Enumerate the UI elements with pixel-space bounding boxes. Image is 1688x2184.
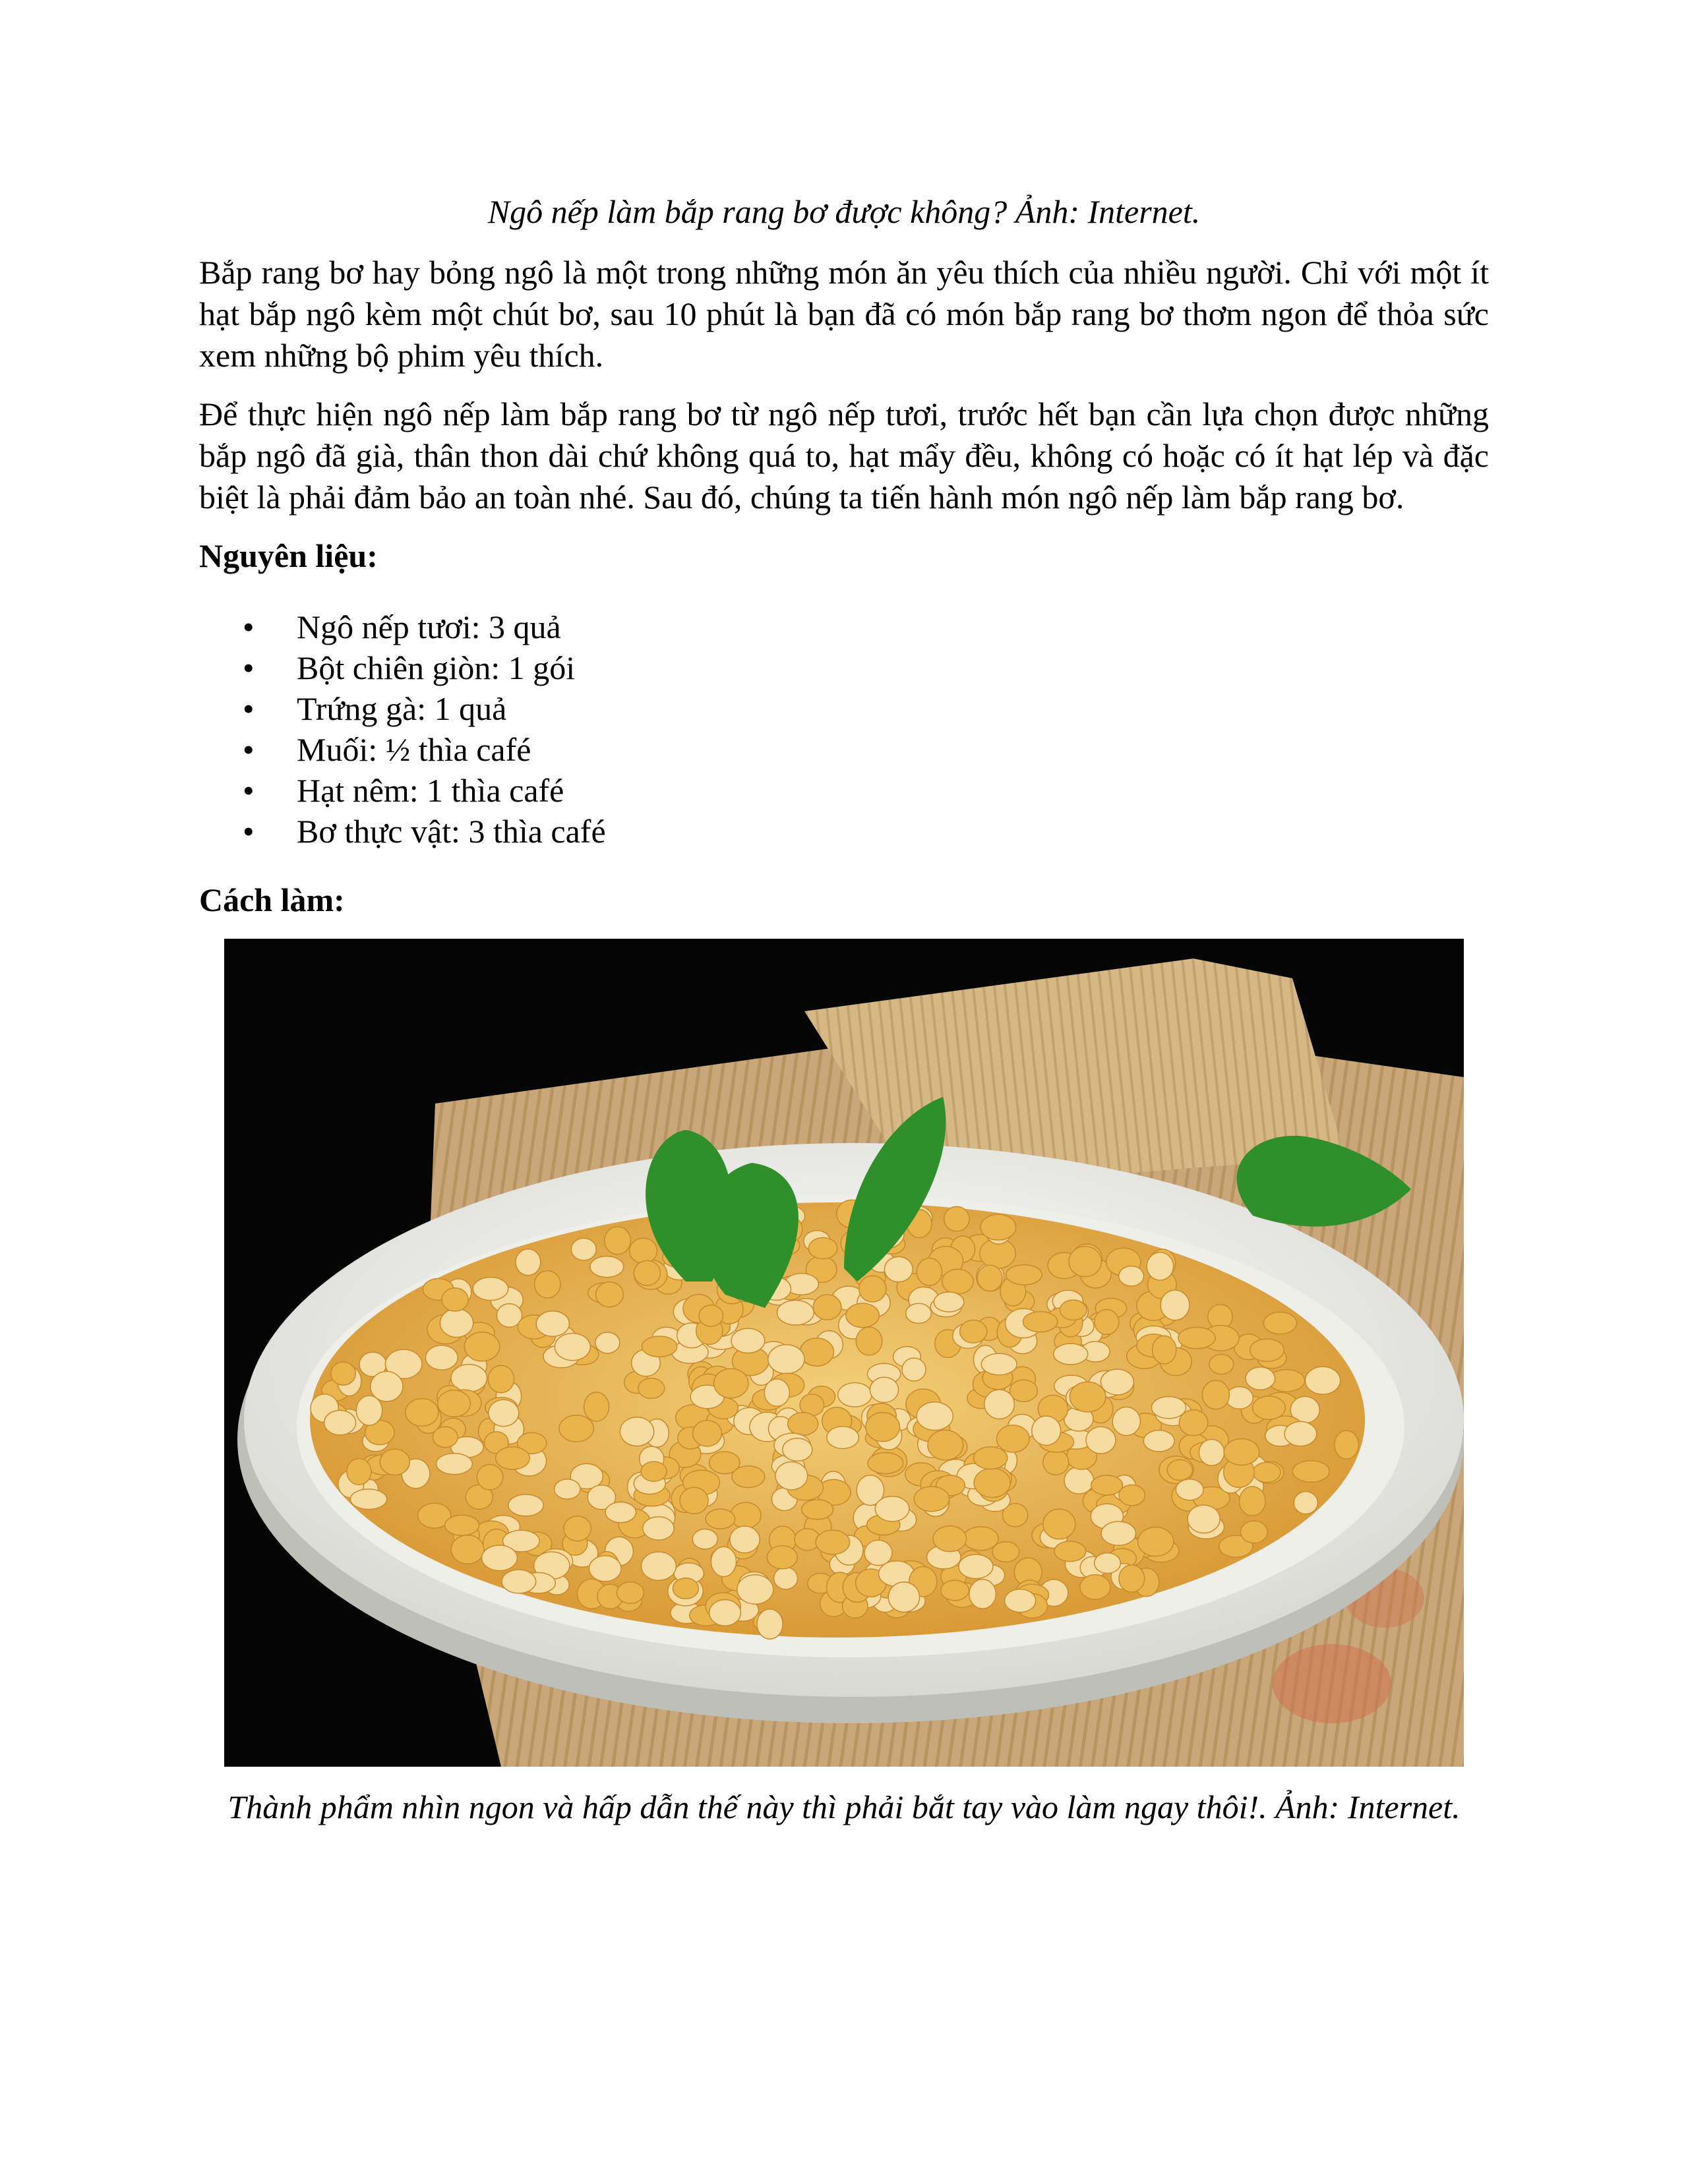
corn-kernel [502, 1570, 536, 1593]
corn-kernel [1112, 1407, 1140, 1435]
corn-kernel [1263, 1312, 1296, 1334]
corn-kernel [764, 1379, 789, 1406]
corn-kernel [1006, 1265, 1042, 1285]
corn-kernel [356, 1396, 382, 1425]
corn-kernel [508, 1494, 543, 1516]
corn-kernel [1005, 1589, 1036, 1612]
bullet-icon: • [243, 608, 255, 645]
corn-kernel [884, 1256, 913, 1282]
corn-kernel [350, 1489, 386, 1510]
corn-kernel [1101, 1521, 1135, 1545]
corn-kernel [1095, 1553, 1121, 1574]
corn-kernel [1335, 1431, 1359, 1459]
corn-kernel [347, 1458, 371, 1485]
corn-kernel [777, 1300, 814, 1325]
bottom-image-caption: Thành phẩm nhìn ngon và hấp dẫn thế này thì phải bắt tay vào làm ngay thôi!. Ảnh: Internet. [227, 1788, 1461, 1825]
list-item [199, 606, 1489, 647]
corn-kernel [974, 1447, 1008, 1469]
corn-kernel [634, 1260, 660, 1285]
corn-kernel [1306, 1367, 1341, 1394]
corn-kernel [482, 1545, 518, 1571]
corn-kernel [731, 1328, 765, 1353]
corn-kernel [906, 1303, 932, 1323]
corn-kernel [1010, 1380, 1037, 1402]
corn-kernel [1253, 1396, 1286, 1420]
ingredient-text: Hạt nêm: 1 thìa café [297, 772, 564, 809]
corn-kernel [692, 1529, 717, 1549]
corn-kernel [960, 1320, 987, 1343]
corn-kernel [425, 1345, 458, 1370]
corn-kernel [699, 1305, 723, 1326]
corn-kernel [1224, 1439, 1259, 1465]
ingredient-text: Trứng gà: 1 quả [297, 690, 507, 727]
corn-kernel [536, 1311, 569, 1337]
corn-kernel [875, 1496, 909, 1521]
corn-kernel [1202, 1380, 1229, 1409]
corn-kernel [959, 1554, 993, 1579]
corn-kernel [473, 1278, 508, 1301]
corn-kernel [643, 1517, 674, 1540]
corn-kernel [944, 1206, 969, 1231]
bullet-icon: • [243, 813, 255, 850]
corn-kernel [673, 1578, 698, 1599]
corn-kernel [324, 1410, 356, 1434]
corn-kernel [1043, 1450, 1069, 1475]
bullet-icon: • [243, 690, 255, 727]
corn-kernel [1119, 1485, 1145, 1506]
corn-kernel [808, 1237, 837, 1258]
corn-kernel [1119, 1266, 1144, 1286]
selection-paragraph: Để thực hiện ngô nếp làm bắp rang bơ từ ngô nếp tươi, trước hết bạn cần lựa chọn được những bắp ngô đã già, thân thon dài chứ không quá to, hạt mẩy đều, không có hoặc có ít hạt lép và đặc biệt là phải đảm bảo an toàn nhé. Sau đó, chúng ta tiến hành món ngô nếp làm bắp rang bơ. [199, 396, 1489, 516]
corn-kernel [1153, 1336, 1176, 1364]
corn-kernel [516, 1249, 541, 1276]
list-item [199, 729, 1489, 770]
ingredients-list [199, 606, 1489, 852]
corn-kernel [1064, 1467, 1094, 1494]
corn-kernel [437, 1454, 473, 1475]
intro-paragraph: Bắp rang bơ hay bỏng ngô là một trong những món ăn yêu thích của nhiều người. Chỉ với một ít hạt bắp ngô kèm một chút bơ, sau 10 phút là bạn đã có món bắp rang bơ thơm ngon để thỏa sức xem những bộ phim yêu thích. [199, 254, 1489, 374]
corn-kernel [1119, 1565, 1145, 1592]
list-item [199, 688, 1489, 729]
corn-kernel [638, 1378, 665, 1399]
corn-kernel [564, 1516, 591, 1541]
corn-kernel [731, 1502, 761, 1528]
corn-kernel [605, 1227, 631, 1254]
corn-kernel [1091, 1475, 1123, 1495]
corn-kernel [711, 1547, 736, 1576]
corn-kernel [868, 1453, 903, 1474]
bullet-icon: • [243, 731, 255, 768]
corn-kernel [1178, 1327, 1215, 1348]
fried-corn-photo [224, 939, 1464, 1767]
corn-kernel [555, 1334, 590, 1361]
corn-kernel [870, 1377, 898, 1402]
corn-kernel [934, 1292, 964, 1312]
corn-kernel [571, 1238, 596, 1260]
corn-kernel [489, 1400, 519, 1426]
corn-kernel [981, 1353, 1017, 1375]
list-item [199, 770, 1489, 811]
corn-kernel [846, 1303, 879, 1328]
corn-kernel [1292, 1461, 1329, 1483]
corn-kernel [371, 1371, 403, 1401]
corn-kernel [1199, 1439, 1224, 1465]
corn-kernel [1147, 1253, 1173, 1280]
corn-kernel [1086, 1427, 1116, 1454]
bullet-icon: • [243, 649, 255, 686]
corn-kernel [768, 1345, 804, 1374]
corn-kernel [1160, 1290, 1190, 1320]
corn-kernel [1188, 1505, 1220, 1533]
corn-kernel [984, 1390, 1015, 1419]
list-item [199, 647, 1489, 688]
corn-kernel [445, 1515, 479, 1535]
corn-kernel [433, 1427, 458, 1447]
list-item [199, 811, 1489, 852]
corn-kernel [816, 1530, 849, 1554]
corn-kernel [838, 1383, 872, 1407]
corn-kernel [1176, 1479, 1203, 1500]
top-image-caption: Ngô nếp làm bắp rang bơ được không? Ảnh: Internet. [487, 193, 1201, 230]
corn-kernel [630, 1238, 657, 1263]
corn-kernel [595, 1332, 620, 1353]
corn-kernel [774, 1567, 798, 1589]
corn-kernel [1246, 1367, 1275, 1390]
corn-kernel [963, 1527, 998, 1550]
corn-kernel [1069, 1247, 1101, 1277]
corn-kernel [1070, 1382, 1106, 1412]
corn-kernel [496, 1447, 530, 1469]
corn-kernel [438, 1390, 471, 1417]
corn-kernel [969, 1579, 996, 1608]
corn-kernel [732, 1466, 765, 1488]
corn-kernel [802, 1500, 833, 1520]
corn-kernel [933, 1526, 967, 1552]
corn-kernel [1226, 1387, 1253, 1409]
corn-kernel [917, 1258, 942, 1286]
corn-kernel [928, 1430, 963, 1460]
corn-kernel [714, 1369, 748, 1398]
corn-kernel [680, 1487, 708, 1514]
corn-kernel [864, 1540, 892, 1565]
corn-kernel [914, 1487, 949, 1512]
corn-kernel [888, 1582, 919, 1612]
corn-kernel [464, 1332, 499, 1361]
corn-kernel [555, 1479, 580, 1499]
corn-kernel [1167, 1460, 1192, 1480]
corn-kernel [1080, 1575, 1110, 1599]
mat-flower-pattern [1273, 1644, 1391, 1723]
corn-kernel [488, 1365, 514, 1392]
corn-kernel [917, 1402, 953, 1431]
corn-kernel [775, 1462, 808, 1490]
corn-kernel [783, 1438, 812, 1461]
corn-kernel [1032, 1416, 1061, 1445]
corn-kernel [584, 1392, 609, 1421]
corn-kernel [1240, 1487, 1266, 1516]
corn-kernel [757, 1609, 783, 1639]
corn-kernel [859, 1276, 886, 1302]
corn-kernel [800, 1338, 833, 1366]
corn-kernel [596, 1282, 624, 1307]
corn-kernel [1250, 1339, 1284, 1361]
corn-kernel [827, 1427, 859, 1449]
document-page [199, 191, 1489, 1827]
corn-kernel [440, 1309, 473, 1337]
corn-kernel [709, 1600, 741, 1626]
corn-kernel [737, 1575, 773, 1604]
corn-kernel [788, 1413, 818, 1436]
corn-kernel [1151, 1397, 1186, 1419]
corn-kernel [1023, 1312, 1058, 1332]
corn-kernel [866, 1413, 900, 1442]
ingredient-text: Ngô nếp tươi: 3 quả [297, 608, 561, 645]
corn-kernel [941, 1580, 969, 1601]
corn-kernel [642, 1552, 677, 1580]
corn-kernel [331, 1362, 355, 1385]
corn-kernel [642, 1336, 677, 1357]
corn-kernel [380, 1449, 409, 1475]
ingredient-text: Bơ thực vật: 3 thìa café [297, 813, 606, 850]
corn-kernel [706, 1509, 735, 1529]
corn-kernel [997, 1425, 1030, 1452]
corn-kernel [730, 1526, 760, 1553]
corn-kernel [589, 1556, 622, 1581]
corn-kernel [1054, 1541, 1086, 1562]
corn-kernel [641, 1461, 667, 1481]
corn-kernel [767, 1546, 797, 1569]
corn-kernel [559, 1415, 593, 1442]
corn-kernel [992, 1542, 1019, 1562]
corn-kernel [451, 1535, 484, 1564]
ingredients-heading: Nguyên liệu: [199, 537, 378, 574]
corn-kernel [856, 1327, 882, 1355]
corn-kernel [1060, 1300, 1087, 1320]
corn-kernel [1294, 1492, 1317, 1514]
corn-kernel [974, 1468, 1010, 1497]
corn-kernel [1100, 1369, 1133, 1395]
corn-kernel [442, 1288, 468, 1311]
ingredient-text: Bột chiên giòn: 1 gói [297, 649, 576, 686]
corn-kernel [693, 1421, 722, 1446]
bullet-icon: • [243, 772, 255, 809]
corn-kernel [1138, 1527, 1174, 1556]
corn-kernel [590, 1256, 624, 1278]
method-heading: Cách làm: [199, 881, 345, 918]
corn-kernel [1095, 1309, 1119, 1334]
corn-kernel [813, 1295, 841, 1320]
corn-kernel [902, 1358, 926, 1381]
corn-kernel [1043, 1509, 1075, 1539]
corn-kernel [617, 1582, 644, 1604]
corn-kernel [406, 1399, 438, 1427]
corn-kernel [942, 1269, 973, 1294]
corn-kernel [1253, 1462, 1281, 1482]
ingredient-text: Muối: ½ thìa café [297, 731, 531, 768]
corn-kernel [980, 1214, 1015, 1240]
corn-kernel [1241, 1521, 1268, 1543]
corn-kernel [535, 1271, 560, 1298]
fried-corn-illustration [224, 939, 1464, 1767]
corn-kernel [605, 1502, 636, 1523]
corn-kernel [620, 1417, 653, 1446]
corn-kernel [1143, 1431, 1174, 1452]
corn-kernel [1054, 1343, 1088, 1365]
corn-kernel [477, 1465, 502, 1490]
corn-kernel [977, 1265, 1002, 1291]
corn-kernel [1284, 1421, 1317, 1446]
corn-kernel [1209, 1355, 1234, 1374]
